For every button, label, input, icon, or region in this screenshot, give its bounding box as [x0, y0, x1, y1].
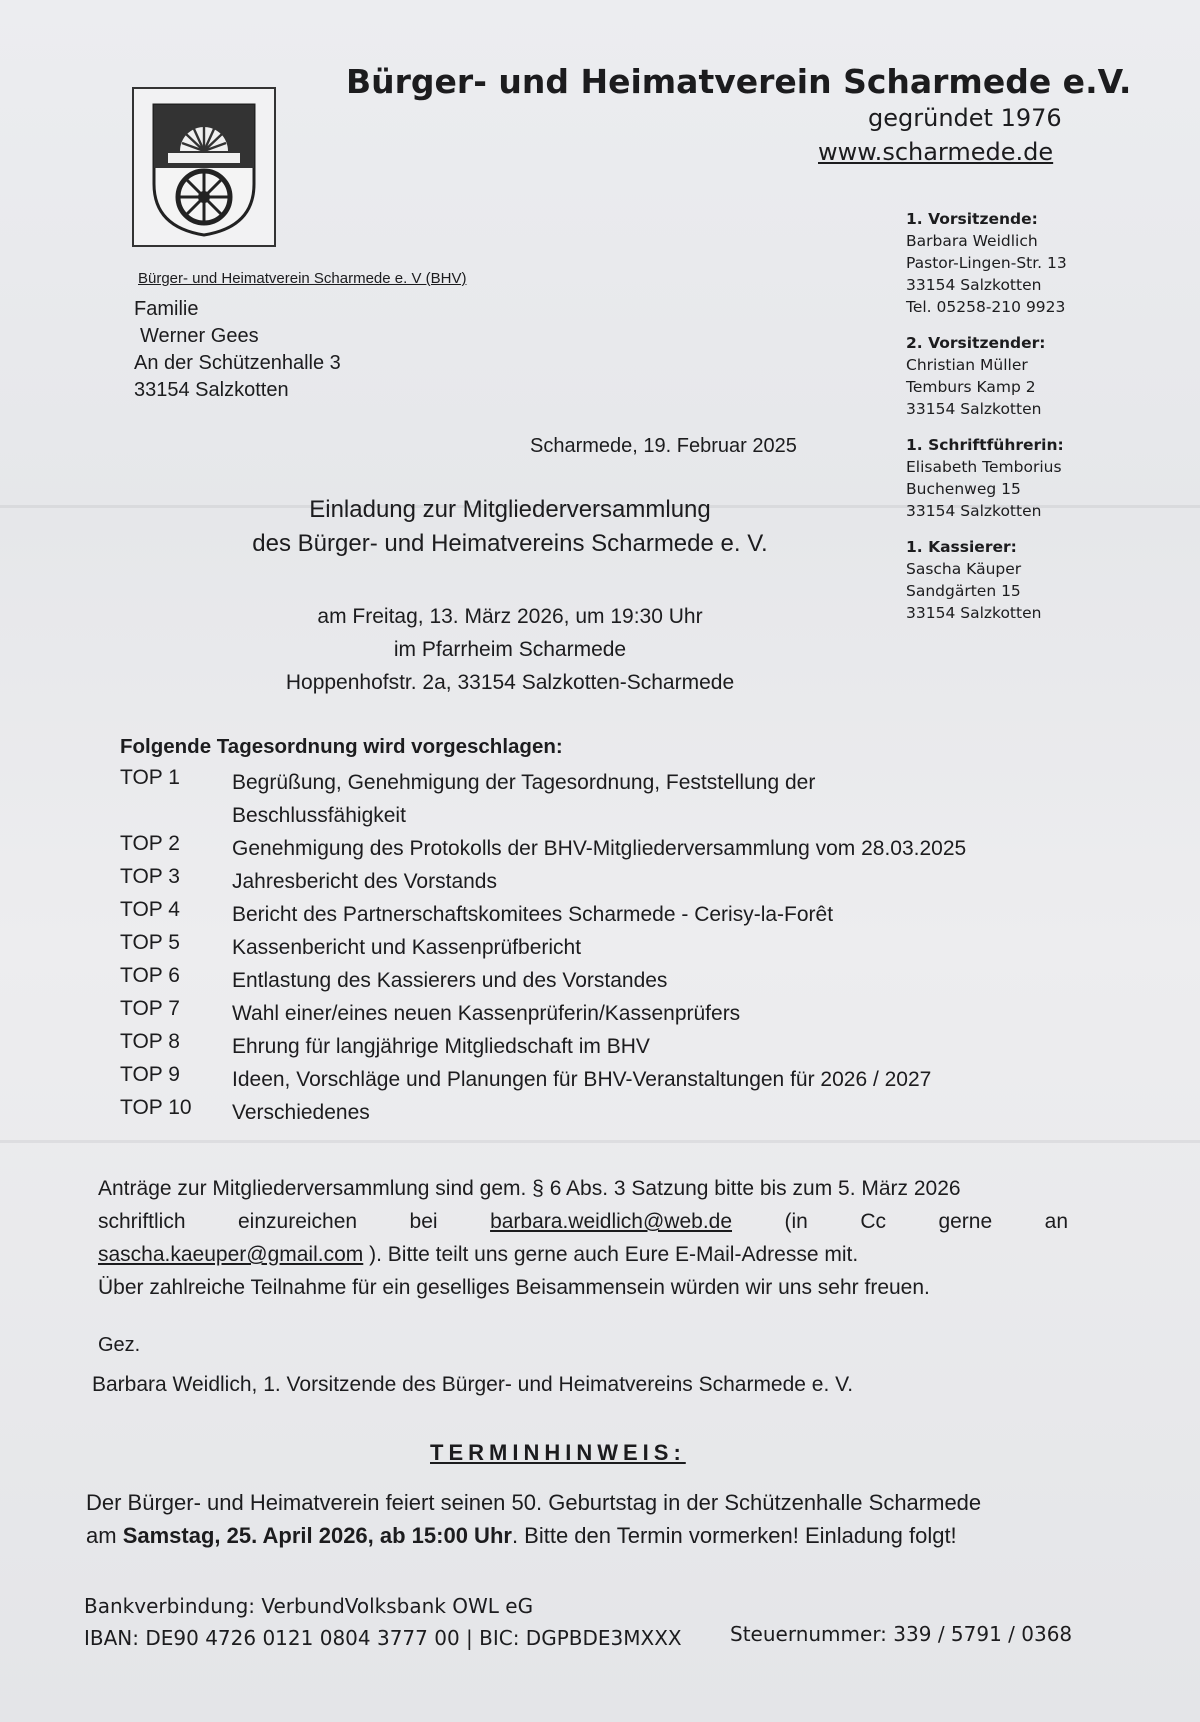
signature-line: Barbara Weidlich, 1. Vorsitzende des Bürger- und Heimatvereins Scharmede e. V. [92, 1373, 854, 1396]
coat-of-arms-icon [134, 89, 274, 245]
motions-line: Über zahlreiche Teilnahme für ein geselliges Beisammensein würden wir uns sehr freuen. [98, 1276, 930, 1299]
agenda-number: TOP 8 [120, 1030, 180, 1053]
recipient-line: An der Schützenhalle 3 [134, 352, 341, 374]
meeting-venue: im Pfarrheim Scharmede [393, 638, 627, 661]
board-line: Barbara Weidlich [906, 232, 1038, 250]
termin-line: Der Bürger- und Heimatverein feiert seinen 50. Geburtstag in der Schützenhalle Scharmede [86, 1490, 982, 1515]
agenda-number: TOP 4 [120, 898, 180, 921]
motions-text: schriftlich einzureichen bei [98, 1210, 438, 1233]
board-role: 1. Vorsitzende: [906, 210, 1038, 228]
agenda-text: Begrüßung, Genehmigung der Tagesordnung, Feststellung der Beschlussfähigkeit [232, 771, 816, 827]
board-line: Sascha Käuper [906, 560, 1022, 578]
invitation-subtitle: des Bürger- und Heimatvereins Scharmede e. V. [252, 530, 768, 557]
board-line: 33154 Salzkotten [906, 604, 1042, 622]
agenda-number: TOP 6 [120, 964, 180, 987]
agenda-number: TOP 2 [120, 832, 180, 855]
invitation-title: Einladung zur Mitgliederversammlung [309, 496, 711, 523]
board-line: 33154 Salzkotten [906, 400, 1042, 418]
bank-details [84, 1590, 682, 1654]
letter-date: Scharmede, 19. Februar 2025 [530, 435, 797, 457]
board-line: 33154 Salzkotten [906, 502, 1042, 520]
motions-line: Anträge zur Mitgliederversammlung sind gem. § 6 Abs. 3 Satzung bitte bis zum 5. März 2026 [98, 1177, 961, 1200]
board-chair [906, 208, 1067, 318]
sender-line: Bürger- und Heimatverein Scharmede e. V (BHV) [138, 270, 467, 287]
agenda-number: TOP 5 [120, 931, 180, 954]
termin-paragraph [86, 1486, 1076, 1552]
board-line: Buchenweg 15 [906, 480, 1021, 498]
bank-name: Bankverbindung: VerbundVolksbank OWL eG [84, 1594, 534, 1618]
agenda-text: Wahl einer/eines neuen Kassenprüferin/Kassenprüfers [232, 1002, 741, 1025]
termin-text: . Bitte den Termin vormerken! Einladung folgt! [511, 1523, 957, 1548]
motions-line [98, 1238, 1068, 1271]
termin-date: Samstag, 25. April 2026, ab 15:00 Uhr [122, 1523, 512, 1548]
board-line: Tel. 05258-210 9923 [906, 298, 1066, 316]
recipient-line: Familie [134, 298, 199, 320]
board-treasurer [906, 536, 1067, 624]
bank-iban: IBAN: DE90 4726 0121 0804 3777 00 | BIC: DGPBDE3MXXX [84, 1626, 682, 1650]
termin-line [86, 1519, 1076, 1552]
board-line: 33154 Salzkotten [906, 276, 1042, 294]
board-line: Elisabeth Temborius [906, 458, 1062, 476]
recipient-line: 33154 Salzkotten [134, 379, 289, 401]
website-link[interactable]: www.scharmede.de [818, 138, 1054, 166]
founded-year: gegründet 1976 [868, 104, 1062, 132]
agenda-text: Ehrung für langjährige Mitgliedschaft im BHV [232, 1035, 650, 1058]
board-line: Temburs Kamp 2 [906, 378, 1036, 396]
agenda-text: Verschiedenes [232, 1101, 370, 1124]
agenda-text: Jahresbericht des Vorstands [232, 870, 497, 893]
motions-text: (in Cc gerne an [784, 1210, 1068, 1233]
motions-paragraph [98, 1172, 1068, 1304]
agenda-number: TOP 3 [120, 865, 180, 888]
agenda-text: Genehmigung des Protokolls der BHV-Mitgliederversammlung vom 28.03.2025 [232, 837, 967, 860]
motions-line [98, 1205, 1068, 1238]
agenda-text: Bericht des Partnerschaftskomitees Scharmede - Cerisy-la-Forêt [232, 903, 834, 926]
meeting-details [240, 600, 780, 699]
meeting-date: am Freitag, 13. März 2026, um 19:30 Uhr [317, 605, 703, 628]
agenda-text: Kassenbericht und Kassenprüfbericht [232, 936, 582, 959]
motions-text: ). Bitte teilt uns gerne auch Eure E-Mail-Adresse mit. [369, 1243, 859, 1266]
board-role: 1. Schriftführerin: [906, 436, 1064, 454]
board-vice-chair [906, 332, 1067, 420]
board-role: 2. Vorsitzender: [906, 334, 1046, 352]
agenda-number: TOP 10 [120, 1096, 192, 1119]
agenda-number: TOP 1 [120, 766, 180, 789]
meeting-address: Hoppenhofstr. 2a, 33154 Salzkotten-Scharmede [285, 671, 735, 694]
board-secretary [906, 434, 1067, 522]
agenda-heading: Folgende Tagesordnung wird vorgeschlagen: [120, 735, 563, 758]
agenda-text: Ideen, Vorschläge und Planungen für BHV-Veranstaltungen für 2026 / 2027 [232, 1068, 932, 1091]
signature-prefix: Gez. [98, 1334, 141, 1356]
paper-fold [0, 1140, 1200, 1143]
recipient-address [134, 296, 341, 404]
board-role: 1. Kassierer: [906, 538, 1017, 556]
agenda-text: Entlastung des Kassierers und des Vorstandes [232, 969, 668, 992]
club-logo [132, 87, 276, 247]
email-link-chair[interactable]: barbara.weidlich@web.de [490, 1210, 733, 1233]
board-line: Pastor-Lingen-Str. 13 [906, 254, 1067, 272]
termin-text: am [86, 1523, 117, 1548]
board-members [906, 208, 1067, 638]
agenda-number: TOP 7 [120, 997, 180, 1020]
board-line: Christian Müller [906, 356, 1028, 374]
organization-title: Bürger- und Heimatverein Scharmede e.V. [346, 62, 1132, 101]
agenda-number: TOP 9 [120, 1063, 180, 1086]
recipient-line: Werner Gees [140, 325, 259, 347]
board-line: Sandgärten 15 [906, 582, 1021, 600]
email-link-treasurer[interactable]: sascha.kaeuper@gmail.com [98, 1243, 364, 1266]
termin-heading: TERMINHINWEIS: [430, 1440, 686, 1465]
tax-number: Steuernummer: 339 / 5791 / 0368 [730, 1622, 1073, 1646]
